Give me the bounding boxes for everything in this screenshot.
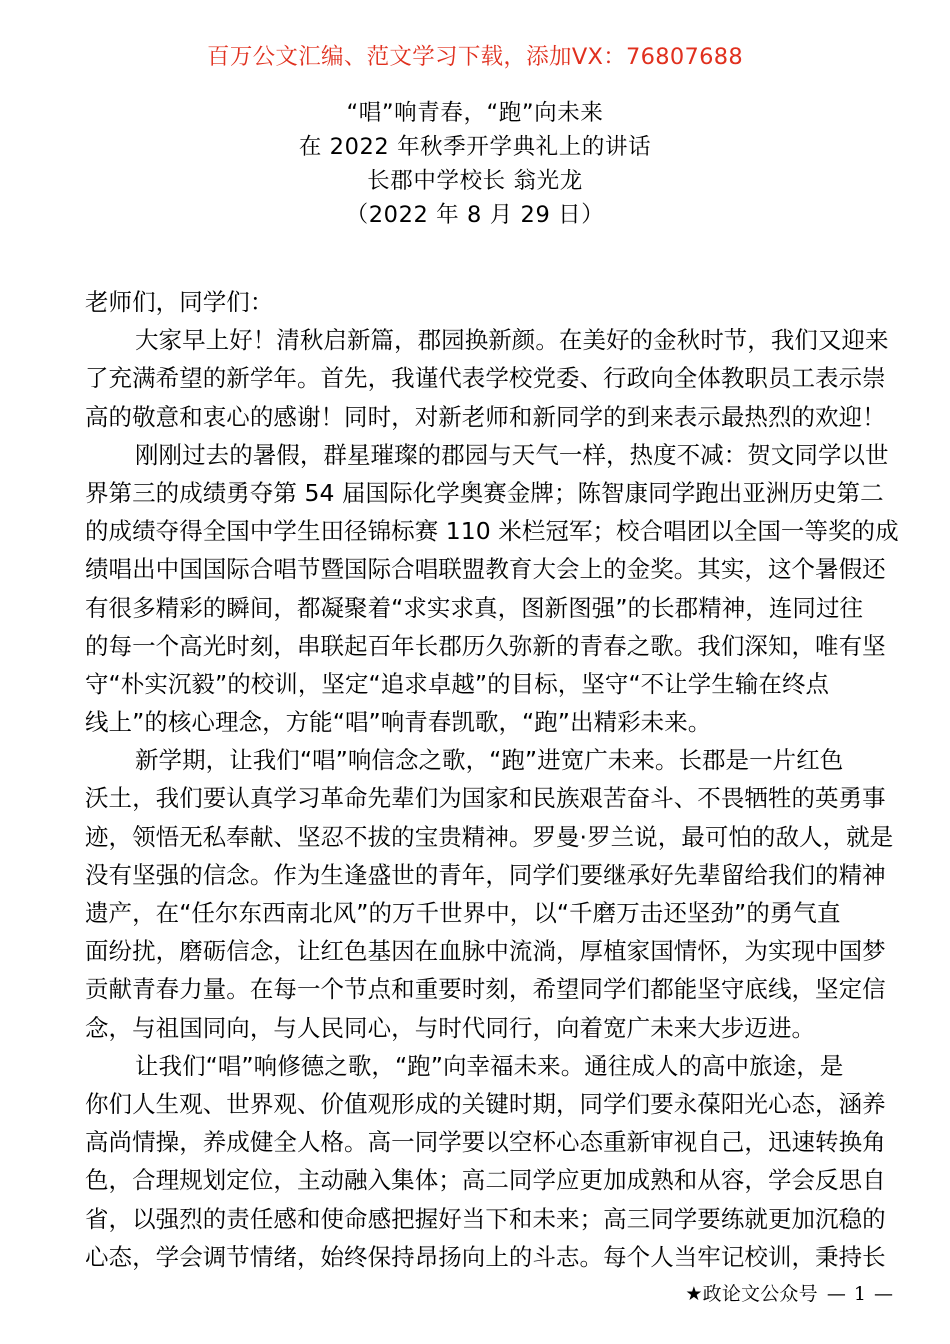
- body-line: 的每一个高光时刻，串联起百年长郡历久弥新的青春之歌。我们深知，唯有坚: [85, 631, 886, 660]
- body-line: 高尚情操，养成健全人格。高一同学要以空杯心态重新审视自己，迅速转换角: [85, 1128, 886, 1157]
- body-line: 老师们，同学们：: [85, 288, 274, 316]
- body-line: 线上”的核心理念，方能“唱”响青春凯歌，“跑”出精彩未来。: [85, 708, 712, 737]
- body-line: 刚刚过去的暑假，群星璀璨的郡园与天气一样，热度不减：贺文同学以世: [135, 440, 889, 469]
- body-line: 让我们“唱”响修德之歌，“跑”向幸福未来。通往成人的高中旅途，是: [135, 1051, 844, 1080]
- page-number: — 1 —: [826, 1283, 894, 1305]
- body-line: 新学期，让我们“唱”响信念之歌，“跑”进宽广未来。长郡是一片红色: [135, 746, 844, 775]
- body-line: 面纷扰，磨砺信念，让红色基因在血脉中流淌，厚植家国情怀，为实现中国梦: [85, 937, 886, 966]
- promo-banner-text: 百万公文汇编、范文学习下载，添加VX：76807688: [207, 44, 743, 70]
- title-line-main: “唱”响青春，“跑”向未来: [346, 100, 604, 126]
- body-line: 色，合理规划定位，主动融入集体；高二同学应更加成熟和从容，学会反思自: [85, 1166, 886, 1195]
- title-line-subtitle: 在 2022 年秋季开学典礼上的讲话: [298, 134, 652, 160]
- body-line: 的成绩夺得全国中学生田径锦标赛 110 米栏冠军；校合唱团以全国一等奖的成: [85, 517, 899, 546]
- body-line: 贡献青春力量。在每一个节点和重要时刻，希望同学们都能坚守底线，坚定信: [85, 975, 886, 1004]
- body-line: 没有坚强的信念。作为生逢盛世的青年，同学们要继承好先辈留给我们的精神: [85, 860, 886, 889]
- body-line: 遗产，在“任尔东西南北风”的万千世界中，以“千磨万击还坚劲”的勇气直: [85, 899, 841, 927]
- body-line: 省，以强烈的责任感和使命感把握好当下和未来；高三同学要练就更加沉稳的: [85, 1204, 886, 1233]
- title-line-author: 长郡中学校长 翁光龙: [367, 168, 583, 194]
- body-line: 界第三的成绩勇夺第 54 届国际化学奥赛金牌；陈智康同学跑出亚洲历史第二: [85, 478, 884, 507]
- body-line: 沃土，我们要认真学习革命先辈们为国家和民族艰苦奋斗、不畏牺牲的英勇事: [85, 784, 886, 813]
- body-line: 绩唱出中国国际合唱节暨国际合唱联盟教育大会上的金奖。其实，这个暑假还: [85, 555, 886, 584]
- body-line: 守“朴实沉毅”的校训，坚定“追求卓越”的目标，坚守“不让学生输在终点: [85, 669, 830, 698]
- body-line: 迹，领悟无私奉献、坚忍不拔的宝贵精神。罗曼·罗兰说，最可怕的敌人，就是: [85, 822, 894, 851]
- footer-watermark: ★政论文公众号: [685, 1283, 818, 1305]
- body-line: 有很多精彩的瞬间，都凝聚着“求实求真，图新图强”的长郡精神，连同过往: [85, 593, 864, 622]
- body-line: 念，与祖国同向，与人民同心，与时代同行，向着宽广未来大步迈进。: [85, 1013, 816, 1042]
- document-title-block: [0, 96, 950, 232]
- body-line: 心态，学会调节情绪，始终保持昂扬向上的斗志。每个人当牢记校训，秉持长: [85, 1242, 886, 1271]
- document-body: [85, 283, 899, 1276]
- title-line-date: （2022 年 8 月 29 日）: [345, 202, 605, 228]
- body-line: 大家早上好！清秋启新篇，郡园换新颜。在美好的金秋时节，我们又迎来: [135, 326, 889, 355]
- body-line: 你们人生观、世界观、价值观形成的关键时期，同学们要永葆阳光心态，涵养: [85, 1089, 886, 1118]
- body-line: 高的敬意和衷心的感谢！同时，对新老师和新同学的到来表示最热烈的欢迎！: [85, 402, 886, 431]
- body-line: 了充满希望的新学年。首先，我谨代表学校党委、行政向全体教职员工表示崇: [85, 364, 886, 393]
